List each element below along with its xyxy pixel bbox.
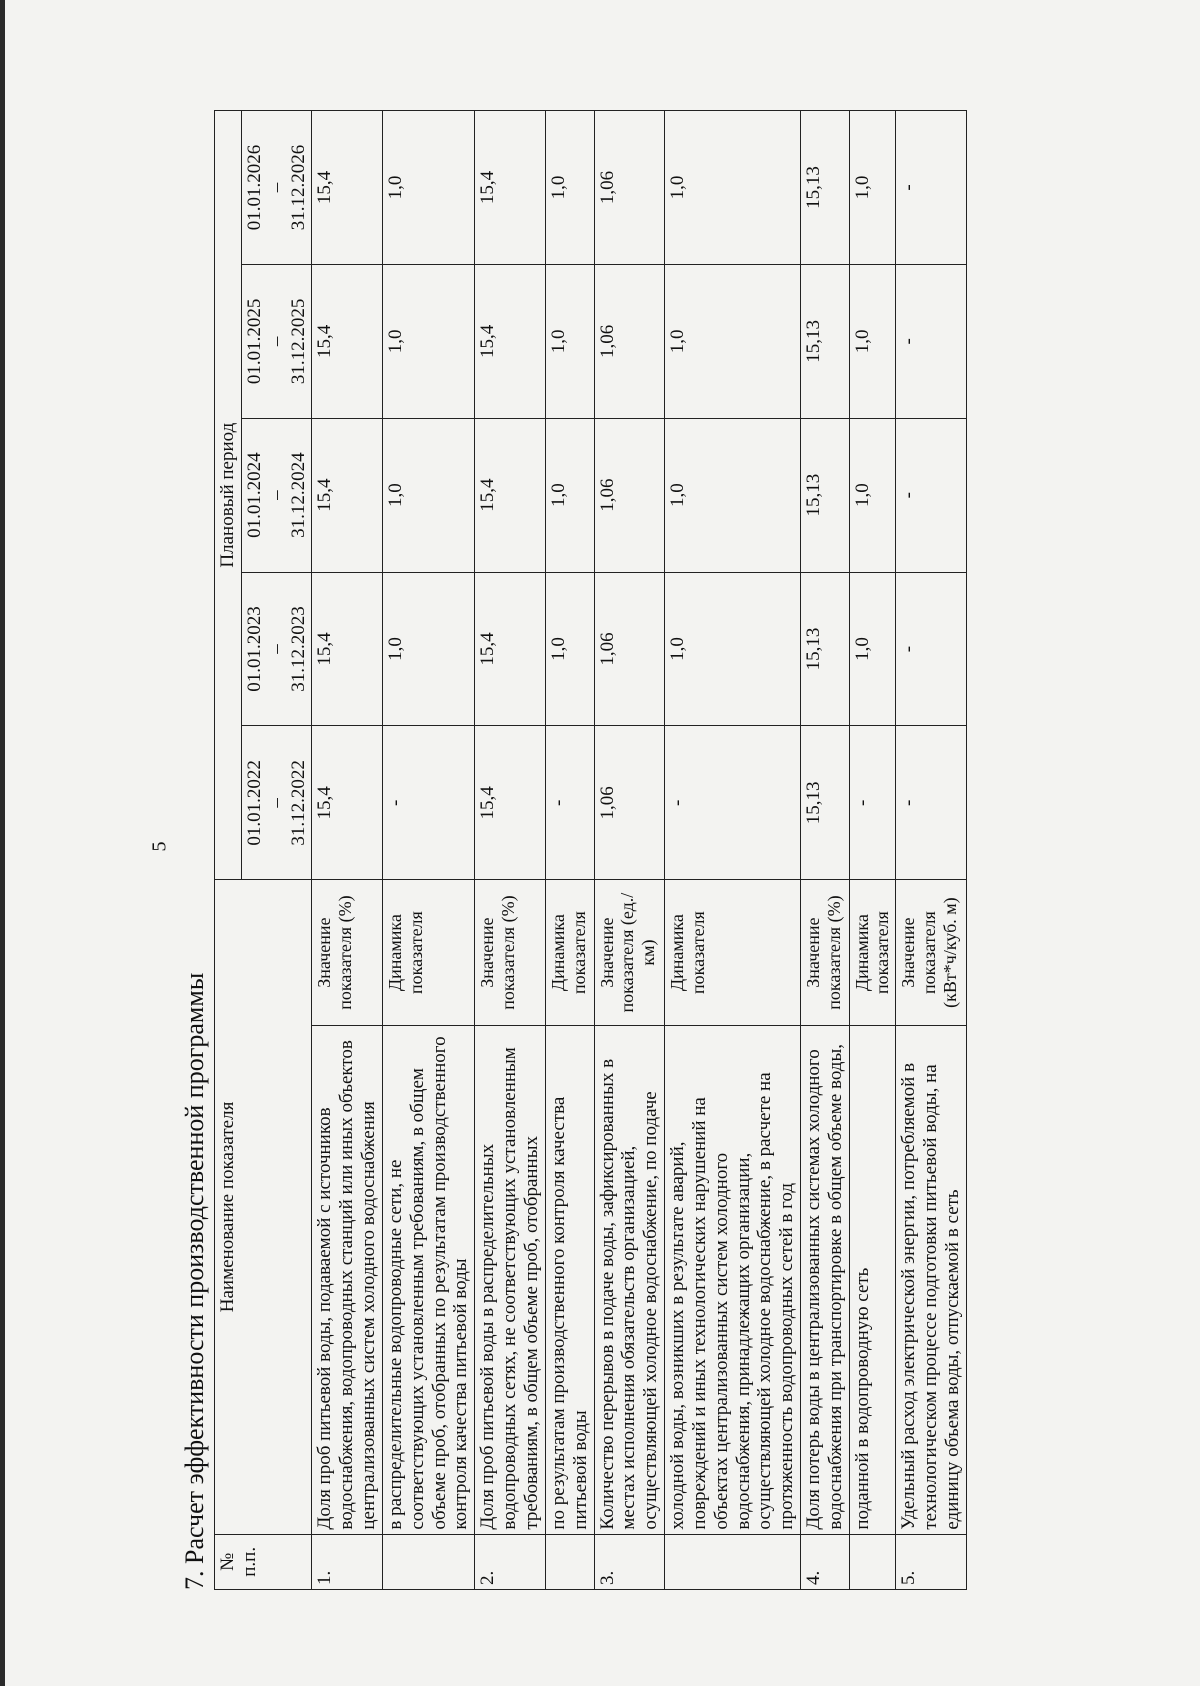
value-cell: - xyxy=(896,726,967,880)
indicator-kind: Динамика показателя xyxy=(545,880,594,1026)
row-number xyxy=(545,1534,594,1589)
value-cell: 15,13 xyxy=(801,572,850,726)
page-number: 5 xyxy=(148,841,171,852)
indicator-name: поданной в водопроводную сеть xyxy=(849,1025,895,1534)
value-cell: 15,4 xyxy=(312,111,383,265)
value-cell: 15,4 xyxy=(312,726,383,880)
table-row xyxy=(594,111,665,1590)
table-row xyxy=(545,111,594,1590)
row-number: 5. xyxy=(896,1534,967,1589)
page-edge xyxy=(0,0,5,1686)
value-cell: 1,06 xyxy=(594,111,665,265)
rotated-content xyxy=(180,110,1040,1590)
indicator-kind: Динамика показателя xyxy=(849,880,895,1026)
value-cell: 1,0 xyxy=(849,572,895,726)
table-row xyxy=(801,111,850,1590)
value-cell: - xyxy=(896,264,967,418)
indicator-name: Удельный расход электрической энергии, потребляемой в технологическом процессе подготовки питьевой воды, на единицу объема воды, отпускаемой в сеть xyxy=(896,1025,967,1534)
indicator-name: в распределительные водопроводные сети, не соответствующих установленным требованиям, в общем объеме проб, отобранных по результатам производственного контроля качества питьевой воды xyxy=(382,1025,474,1534)
value-cell: 1,0 xyxy=(849,111,895,265)
value-cell: 1,0 xyxy=(665,264,801,418)
value-cell: - xyxy=(896,418,967,572)
indicator-name: Количество перерывов в подаче воды, зафиксированных в местах исполнения обязательств организацией, осуществляющей холодное водоснабжение, по подаче xyxy=(594,1025,665,1534)
value-cell: 1,0 xyxy=(849,418,895,572)
indicator-kind: Динамика показателя xyxy=(665,880,801,1026)
row-number: 3. xyxy=(594,1534,665,1589)
value-cell: - xyxy=(665,726,801,880)
indicator-kind: Значение показателя (ед./км) xyxy=(594,880,665,1026)
value-cell: 1,06 xyxy=(594,572,665,726)
table-row xyxy=(665,111,801,1590)
indicator-name: Доля проб питьевой воды, подаваемой с источников водоснабжения, водопроводных станций или иных объектов централизованных систем холодного водоснабжения xyxy=(312,1025,383,1534)
indicator-name: холодной воды, возникших в результате аварий, повреждений и иных технологических нарушений на объектах централизованных систем холодного водоснабжения, принадлежащих организации, осуществляющей холодное водоснабжение, в расчете на протяженность водопроводных сетей в год xyxy=(665,1025,801,1534)
row-number: 2. xyxy=(475,1534,546,1589)
row-number: 1. xyxy=(312,1534,383,1589)
value-cell: 1,0 xyxy=(849,264,895,418)
col-name-header: Наименование показателя xyxy=(215,880,312,1534)
value-cell: 1,06 xyxy=(594,264,665,418)
value-cell: 15,13 xyxy=(801,264,850,418)
value-cell: 1,0 xyxy=(665,572,801,726)
indicator-kind: Значение показателя (кВт*ч/куб. м) xyxy=(896,880,967,1026)
row-number xyxy=(665,1534,801,1589)
period-header: 01.01.2024 – 31.12.2024 xyxy=(241,418,312,572)
period-header: 01.01.2022 – 31.12.2022 xyxy=(241,726,312,880)
table-row xyxy=(849,111,895,1590)
value-cell: - xyxy=(545,726,594,880)
value-cell: - xyxy=(896,572,967,726)
period-header: 01.01.2025 – 31.12.2025 xyxy=(241,264,312,418)
value-cell: 15,4 xyxy=(312,572,383,726)
value-cell: 15,4 xyxy=(475,111,546,265)
indicator-kind: Динамика показателя xyxy=(382,880,474,1026)
value-cell: 15,13 xyxy=(801,111,850,265)
value-cell: 1,0 xyxy=(545,572,594,726)
period-header: 01.01.2023 – 31.12.2023 xyxy=(241,572,312,726)
col-num-header: № п.п. xyxy=(215,1534,312,1589)
value-cell: 1,0 xyxy=(382,418,474,572)
indicator-kind: Значение показателя (%) xyxy=(801,880,850,1026)
value-cell: 1,0 xyxy=(545,264,594,418)
value-cell: 1,0 xyxy=(382,572,474,726)
indicator-kind: Значение показателя (%) xyxy=(475,880,546,1026)
period-header: 01.01.2026 – 31.12.2026 xyxy=(241,111,312,265)
efficiency-table xyxy=(214,110,967,1590)
table-row xyxy=(312,111,383,1590)
value-cell: 15,13 xyxy=(801,418,850,572)
table-row xyxy=(475,111,546,1590)
value-cell: 15,4 xyxy=(475,418,546,572)
row-number xyxy=(849,1534,895,1589)
value-cell: 15,4 xyxy=(475,264,546,418)
indicator-kind: Значение показателя (%) xyxy=(312,880,383,1026)
value-cell: 1,0 xyxy=(545,111,594,265)
table-row xyxy=(896,111,967,1590)
value-cell: 15,13 xyxy=(801,726,850,880)
value-cell: - xyxy=(382,726,474,880)
section-title: 7. Расчет эффективности производственной программы xyxy=(180,972,209,1590)
value-cell: 1,06 xyxy=(594,418,665,572)
plan-period-header: Плановый период xyxy=(215,111,242,880)
indicator-name: по результатам производственного контроля качества питьевой воды xyxy=(545,1025,594,1534)
value-cell: 15,4 xyxy=(475,726,546,880)
value-cell: 15,4 xyxy=(475,572,546,726)
indicator-name: Доля проб питьевой воды в распределительных водопроводных сетях, не соответствующих установленным требованиям, в общем объеме проб, отобранных xyxy=(475,1025,546,1534)
row-number xyxy=(382,1534,474,1589)
value-cell: 1,0 xyxy=(665,111,801,265)
value-cell: 15,4 xyxy=(312,264,383,418)
value-cell: 15,4 xyxy=(312,418,383,572)
table-row xyxy=(382,111,474,1590)
value-cell: 1,0 xyxy=(665,418,801,572)
value-cell: 1,0 xyxy=(545,418,594,572)
value-cell: 1,0 xyxy=(382,111,474,265)
value-cell: 1,06 xyxy=(594,726,665,880)
value-cell: - xyxy=(849,726,895,880)
header-row-1 xyxy=(215,111,242,1590)
row-number: 4. xyxy=(801,1534,850,1589)
value-cell: 1,0 xyxy=(382,264,474,418)
indicator-name: Доля потерь воды в централизованных системах холодного водоснабжения при транспортировке в общем объеме воды, xyxy=(801,1025,850,1534)
value-cell: - xyxy=(896,111,967,265)
